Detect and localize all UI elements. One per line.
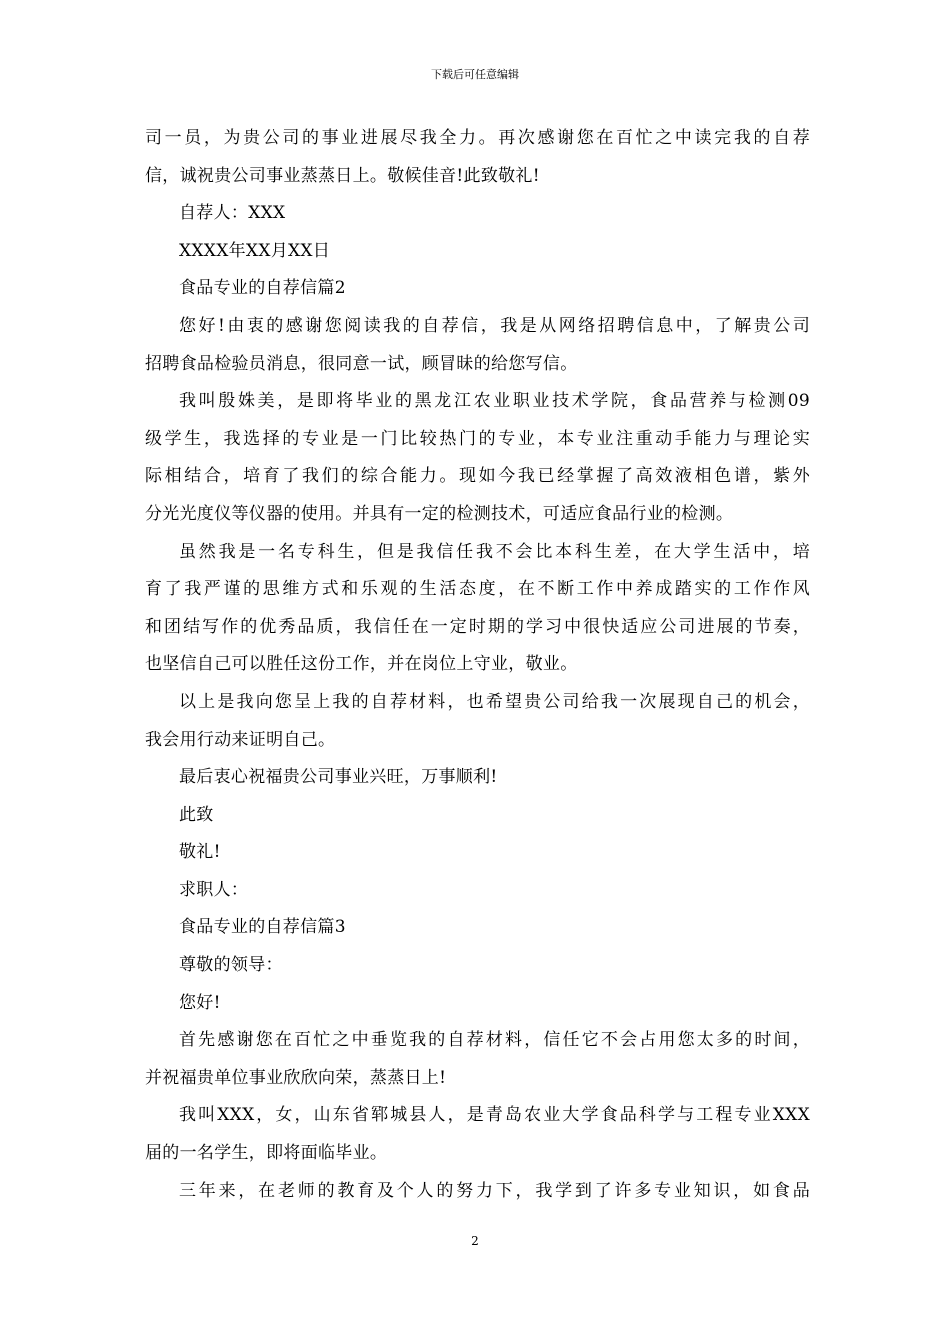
text-line: 招聘食品检验员消息，很同意一试，顾冒昧的给您写信。 [145, 353, 578, 374]
text-line: 我叫XXX，女，山东省郓城县人，是青岛农业大学食品科学与工程专业XXX [179, 1105, 810, 1126]
text-line: 您好!由衷的感谢您阅读我的自荐信，我是从网络招聘信息中，了解贵公司 [179, 315, 810, 336]
text-line: 虽然我是一名专科生，但是我信任我不会比本科生差，在大学生活中，培 [179, 541, 810, 562]
page-header: 下载后可任意编辑 [431, 68, 519, 81]
text-line: 自荐人：XXX [179, 203, 286, 224]
text-line: 以上是我向您呈上我的自荐材料，也希望贵公司给我一次展现自己的机会， [179, 691, 810, 712]
text-line: 三年来，在老师的教育及个人的努力下，我学到了许多专业知识，如食品 [179, 1180, 810, 1201]
text-line: 信，诚祝贵公司事业蒸蒸日上。敬候佳音!此致敬礼! [145, 165, 540, 186]
text-line: 也坚信自己可以胜任这份工作，并在岗位上守业，敬业。 [145, 654, 578, 675]
text-line: 我叫殷姝美，是即将毕业的黑龙江农业职业技术学院，食品营养与检测09 [179, 391, 810, 412]
text-line: 际相结合，培育了我们的综合能力。现如今我已经掌握了高效液相色谱，紫外 [145, 466, 810, 487]
text-line: 分光光度仪等仪器的使用。并具有一定的检测技术，可适应食品行业的检测。 [145, 503, 734, 524]
text-line: 首先感谢您在百忙之中垂览我的自荐材料，信任它不会占用您太多的时间， [179, 1030, 810, 1051]
section-heading: 食品专业的自荐信篇2 [179, 278, 346, 299]
text-line: XXXX年XX月XX日 [179, 240, 331, 261]
text-line: 最后衷心祝福贵公司事业兴旺，万事顺利! [179, 767, 498, 788]
text-line: 尊敬的领导： [179, 955, 283, 976]
text-line: 并祝福贵单位事业欣欣向荣，蒸蒸日上! [145, 1067, 447, 1088]
document-body [145, 120, 810, 1210]
text-line: 级学生，我选择的专业是一门比较热门的专业，本专业注重动手能力与理论实 [145, 428, 810, 449]
page-number: 2 [471, 1234, 479, 1248]
text-line: 敬礼! [179, 842, 221, 863]
text-line: 您好! [179, 992, 221, 1013]
text-line: 届的一名学生，即将面临毕业。 [145, 1143, 388, 1164]
text-line: 司一员，为贵公司的事业进展尽我全力。再次感谢您在百忙之中读完我的自荐 [145, 128, 810, 148]
text-line: 育了我严谨的思维方式和乐观的生活态度，在不断工作中养成踏实的工作作风 [145, 579, 810, 600]
section-heading: 食品专业的自荐信篇3 [179, 917, 346, 938]
text-line: 此致 [179, 804, 214, 825]
text-line: 求职人： [179, 879, 249, 900]
text-line: 我会用行动来证明自己。 [145, 729, 336, 750]
text-line: 和团结写作的优秀品质，我信任在一定时期的学习中很快适应公司进展的节奏， [145, 616, 810, 637]
